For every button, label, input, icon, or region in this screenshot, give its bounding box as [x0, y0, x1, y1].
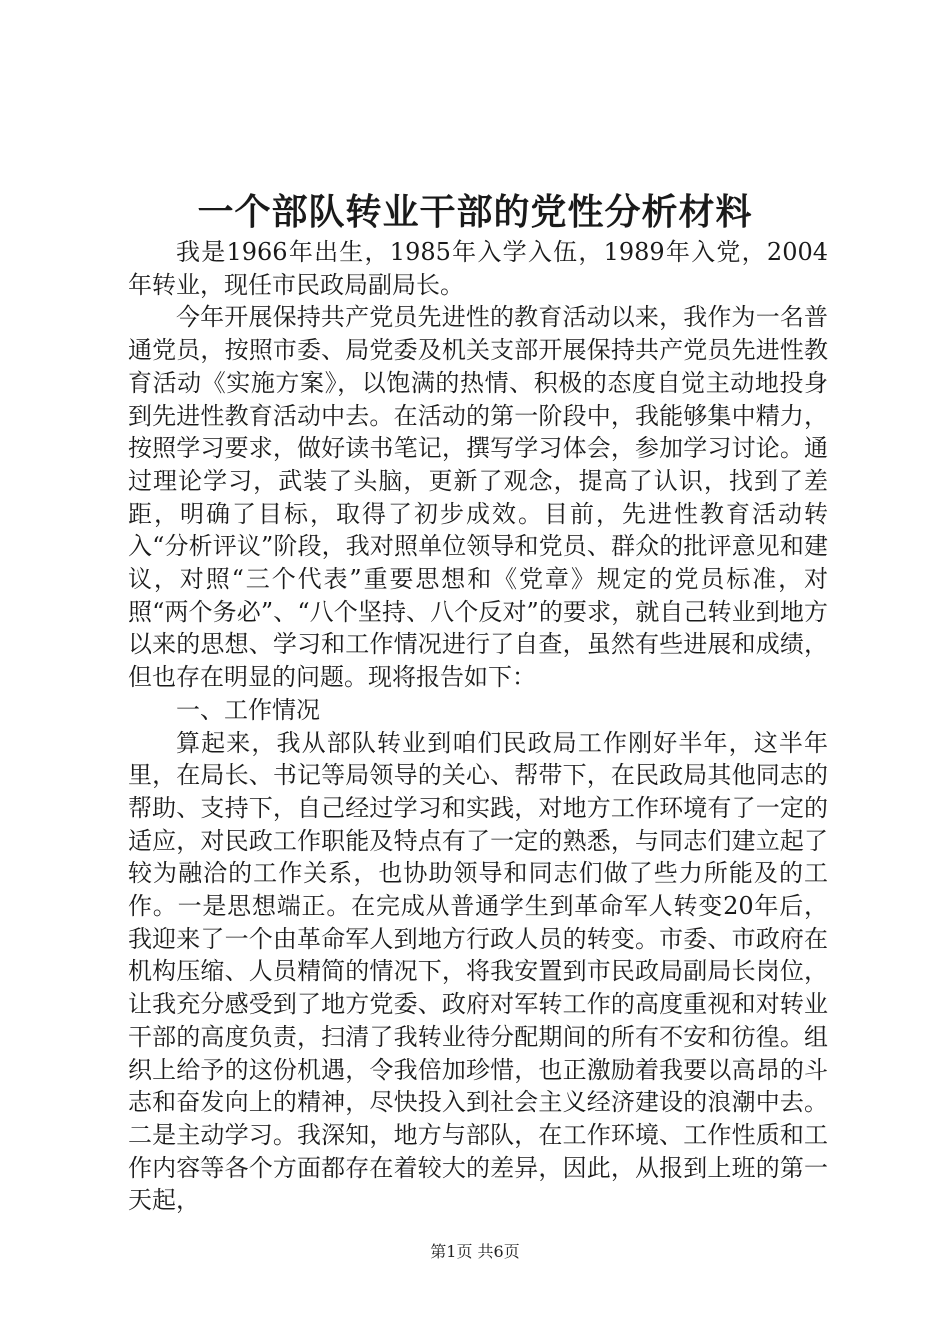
document-title: 一个部队转业干部的党性分析材料: [197, 191, 753, 233]
paragraph-activity: 今年开展保持共产党员先进性的教育活动以来，我作为一名普通党员，按照市委、局党委及机关支部开展保持共产党员先进性教育活动《实施方案》，以饱满的热情、积极的态度自觉主动地投身到先进性教育活动中去。在活动的第一阶段中，我能够集中精力，按照学习要求，做好读书笔记，撰写学习体会，参加学习讨论。通过理论学习，武装了头脑，更新了观念，提高了认识，找到了差距，明确了目标，取得了初步成效。目前，先进性教育活动转入“分析评议”阶段，我对照单位领导和党员、群众的批评意见和建议，对照“三个代表”重要思想和《党章》规定的党员标准，对照“两个务必”、“八个坚持、八个反对”的要求，就自己转业到地方以来的思想、学习和工作情况进行了自查，虽然有些进展和成绩，但也存在明显的问题。现将报告如下：: [128, 303, 828, 692]
paragraph-intro: 我是1966年出生，1985年入学入伍，1989年入党，2004年转业，现任市民政局副局长。: [128, 238, 828, 299]
page-footer: 第1页 共6页: [430, 1242, 520, 1261]
document-body: [128, 236, 828, 1217]
paragraph-work: 算起来，我从部队转业到咱们民政局工作刚好半年，这半年里，在局长、书记等局领导的关心、帮带下，在民政局其他同志的帮助、支持下，自己经过学习和实践，对地方工作环境有了一定的适应，对民政工作职能及特点有了一定的熟悉，与同志们建立起了较为融洽的工作关系，也协助领导和同志们做了些力所能及的工作。一是思想端正。在完成从普通学生到革命军人转变20年后，我迎来了一个由革命军人到地方行政人员的转变。市委、市政府在机构压缩、人员精简的情况下，将我安置到市民政局副局长岗位，让我充分感受到了地方党委、政府对军转工作的高度重视和对转业干部的高度负责，扫清了我转业待分配期间的所有不安和彷徨。组织上给予的这份机遇，令我倍加珍惜，也正激励着我要以高昂的斗志和奋发向上的精神，尽快投入到社会主义经济建设的浪潮中去。二是主动学习。我深知，地方与部队，在工作环境、工作性质和工作内容等各个方面都存在着较大的差异，因此，从报到上班的第一天起，: [128, 728, 828, 1215]
section-heading-work: 一、工作情况: [176, 695, 320, 724]
